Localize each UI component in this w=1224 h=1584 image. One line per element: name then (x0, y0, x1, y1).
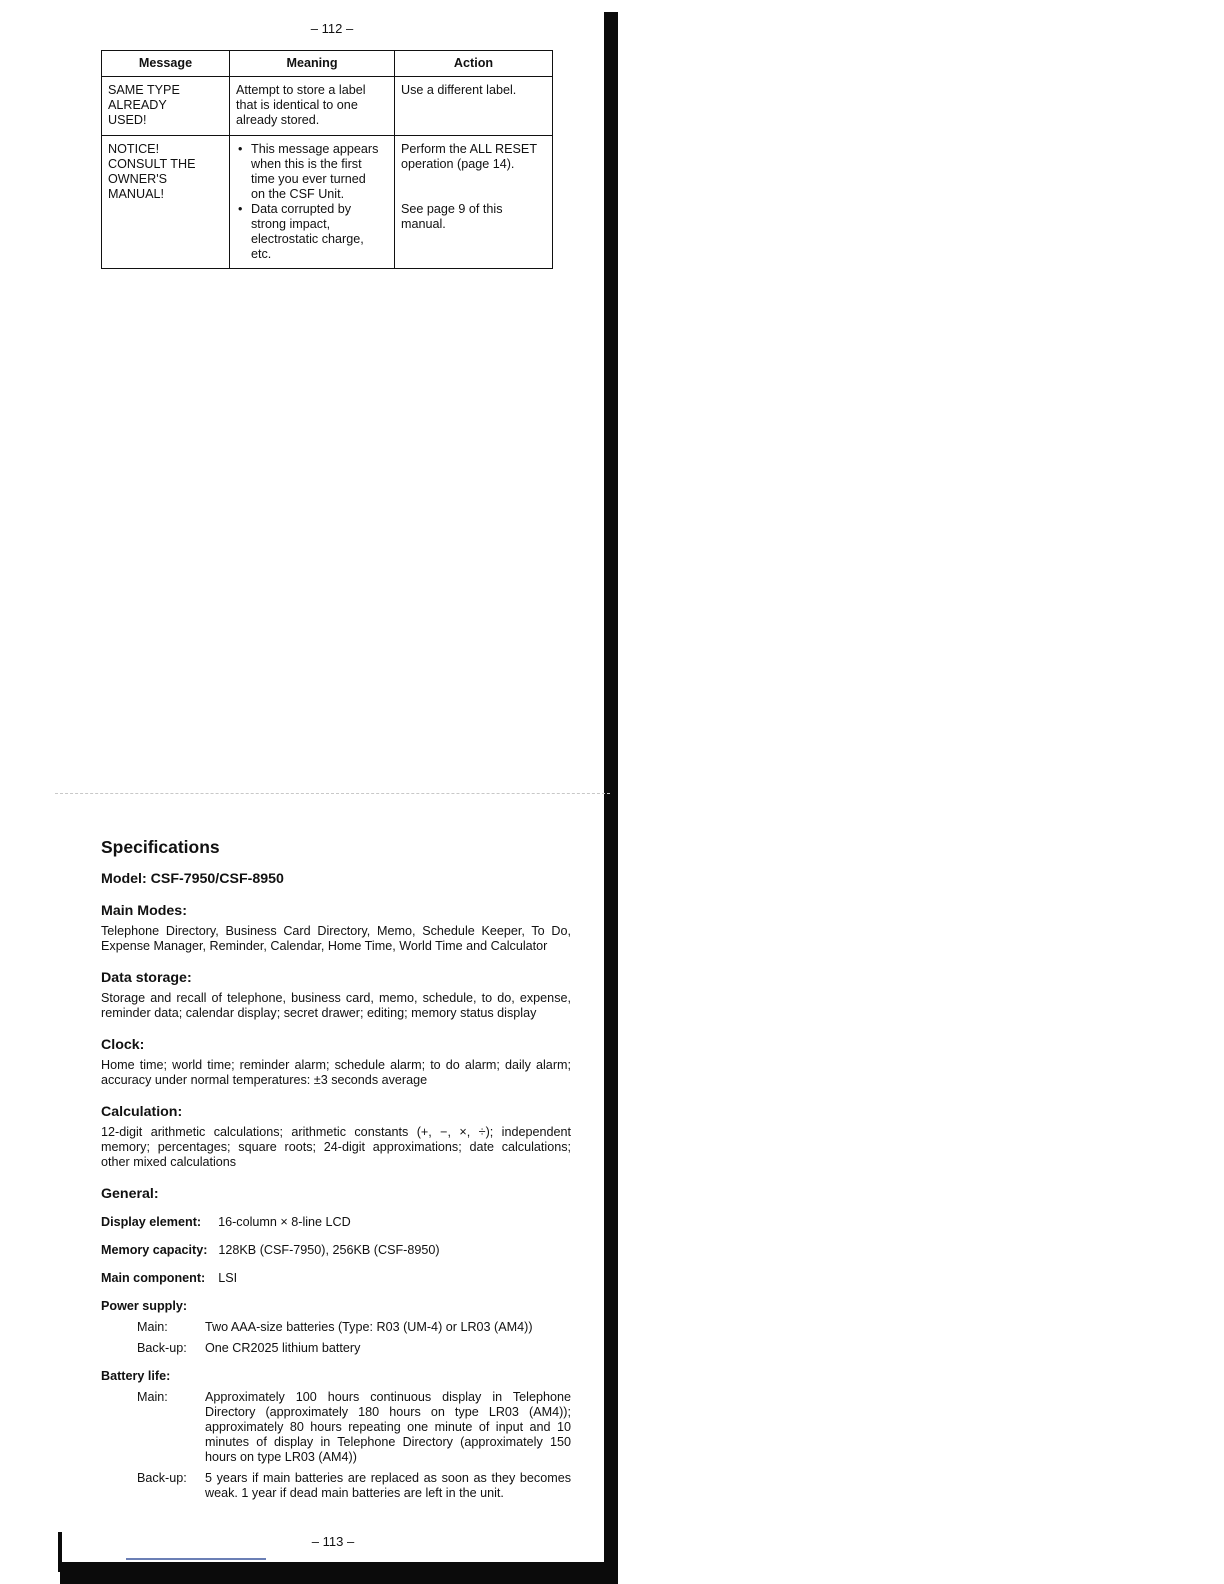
page-fold-line (55, 793, 610, 794)
message-line: NOTICE! (108, 142, 160, 156)
meaning-line: on the CSF Unit. (251, 187, 345, 201)
battery-life-backup-row (137, 1471, 571, 1501)
meaning-bullet-list (236, 142, 388, 262)
power-supply-backup-row (137, 1341, 571, 1356)
model-heading: Model: CSF-7950/CSF-8950 (101, 871, 284, 887)
action-cell (395, 136, 553, 269)
table-row (102, 136, 553, 269)
battery-life-backup-label: Back-up: (137, 1471, 187, 1485)
specifications-title: Specifications (101, 837, 220, 857)
data-storage-heading: Data storage: (101, 970, 192, 986)
main-component-row (101, 1271, 571, 1286)
memory-capacity-row (101, 1243, 571, 1258)
power-supply-backup-value: One CR2025 lithium battery (205, 1341, 361, 1355)
memory-capacity-value: 128KB (CSF-7950), 256KB (CSF-8950) (218, 1243, 440, 1257)
action-line: operation (page 14). (401, 157, 515, 171)
meaning-line: • Data corrupted by (251, 202, 352, 216)
table-header-row (102, 51, 553, 77)
meaning-bullet (236, 142, 388, 202)
page-number-bottom: – 113 – (311, 1534, 355, 1549)
meaning-line: time you ever turned (251, 172, 366, 186)
battery-life-main-value: Approximately 100 hours continuous display in Telephone Directory (approximately 180 hours on type LR03 (AM4)); approximately 80 hours repeating one minute of input and 10 minutes of display in Telephone Directory (approximately 150 hours on type LR03 (AM4)) (205, 1390, 571, 1464)
table-row (102, 77, 553, 136)
meaning-line: Attempt to store a label (236, 83, 366, 97)
page-number-top: – 112 – (310, 21, 354, 36)
meaning-line: • This message appears (251, 142, 379, 156)
message-line: USED! (108, 113, 147, 127)
power-supply-main-value: Two AAA-size batteries (Type: R03 (UM-4) or LR03 (AM4)) (205, 1320, 533, 1334)
general-heading: General: (101, 1186, 159, 1202)
meaning-line: that is identical to one (236, 98, 358, 112)
power-supply-backup-label: Back-up: (137, 1341, 187, 1355)
message-line: CONSULT THE (108, 157, 196, 171)
display-element-label: Display element: (101, 1215, 202, 1229)
header-message: Message (102, 51, 230, 77)
data-storage-text: Storage and recall of telephone, business card, memo, schedule, to do, expense, reminder data; calendar display; secret drawer; editing; memory status display (101, 991, 571, 1020)
main-component-value: LSI (218, 1271, 238, 1285)
calculation-text: 12-digit arithmetic calculations; arithmetic constants (+, −, ×, ÷); independent memory; percentages; square roots; 24-digit approximations; date calculations; other mixed calculations (101, 1125, 571, 1169)
action-line: Use a different label. (401, 83, 517, 97)
message-table (101, 50, 553, 269)
message-cell (102, 77, 230, 136)
meaning-line: etc. (251, 247, 272, 261)
scan-edge-left (58, 1532, 62, 1572)
meaning-bullet (236, 202, 388, 262)
power-supply-main-row (137, 1320, 571, 1335)
meaning-line: electrostatic charge, (251, 232, 364, 246)
memory-capacity-label: Memory capacity: (101, 1243, 208, 1257)
meaning-line: when this is the first (251, 157, 362, 171)
main-component-label: Main component: (101, 1271, 206, 1285)
message-line: ALREADY (108, 98, 167, 112)
battery-life-main-row (137, 1390, 571, 1465)
message-cell (102, 136, 230, 269)
clock-heading: Clock: (101, 1037, 145, 1053)
bottom-rule (126, 1558, 266, 1560)
meaning-line: already stored. (236, 113, 320, 127)
action-spacer (401, 172, 546, 202)
scan-edge-right (604, 12, 618, 1584)
display-element-row (101, 1215, 571, 1230)
action-line: Perform the ALL RESET (401, 142, 538, 156)
meaning-line: strong impact, (251, 217, 331, 231)
power-supply-main-label: Main: (137, 1320, 168, 1334)
action-cell (395, 77, 553, 136)
scan-edge-bottom (60, 1562, 618, 1584)
meaning-cell (230, 77, 395, 136)
specifications-section (101, 837, 571, 1507)
message-line: SAME TYPE (108, 83, 180, 97)
action-line: manual. (401, 217, 446, 231)
main-modes-text: Telephone Directory, Business Card Directory, Memo, Schedule Keeper, To Do, Expense Manager, Reminder, Calendar, Home Time, World Time and Calculator (101, 924, 571, 953)
header-meaning: Meaning (230, 51, 395, 77)
header-action: Action (395, 51, 553, 77)
display-element-value: 16-column × 8-line LCD (218, 1215, 351, 1229)
meaning-cell (230, 136, 395, 269)
power-supply-label: Power supply: (101, 1299, 188, 1313)
action-line: See page 9 of this (401, 202, 503, 216)
battery-life-backup-value: 5 years if main batteries are replaced as soon as they becomes weak. 1 year if dead main batteries are left in the unit. (205, 1471, 571, 1500)
battery-life-main-label: Main: (137, 1390, 168, 1404)
message-line: OWNER'S MANUAL! (108, 172, 168, 201)
battery-life-label: Battery life: (101, 1369, 171, 1383)
calculation-heading: Calculation: (101, 1104, 183, 1120)
main-modes-heading: Main Modes: (101, 903, 187, 919)
clock-text: Home time; world time; reminder alarm; schedule alarm; to do alarm; daily alarm; accuracy under normal temperatures: ±3 seconds average (101, 1058, 571, 1087)
